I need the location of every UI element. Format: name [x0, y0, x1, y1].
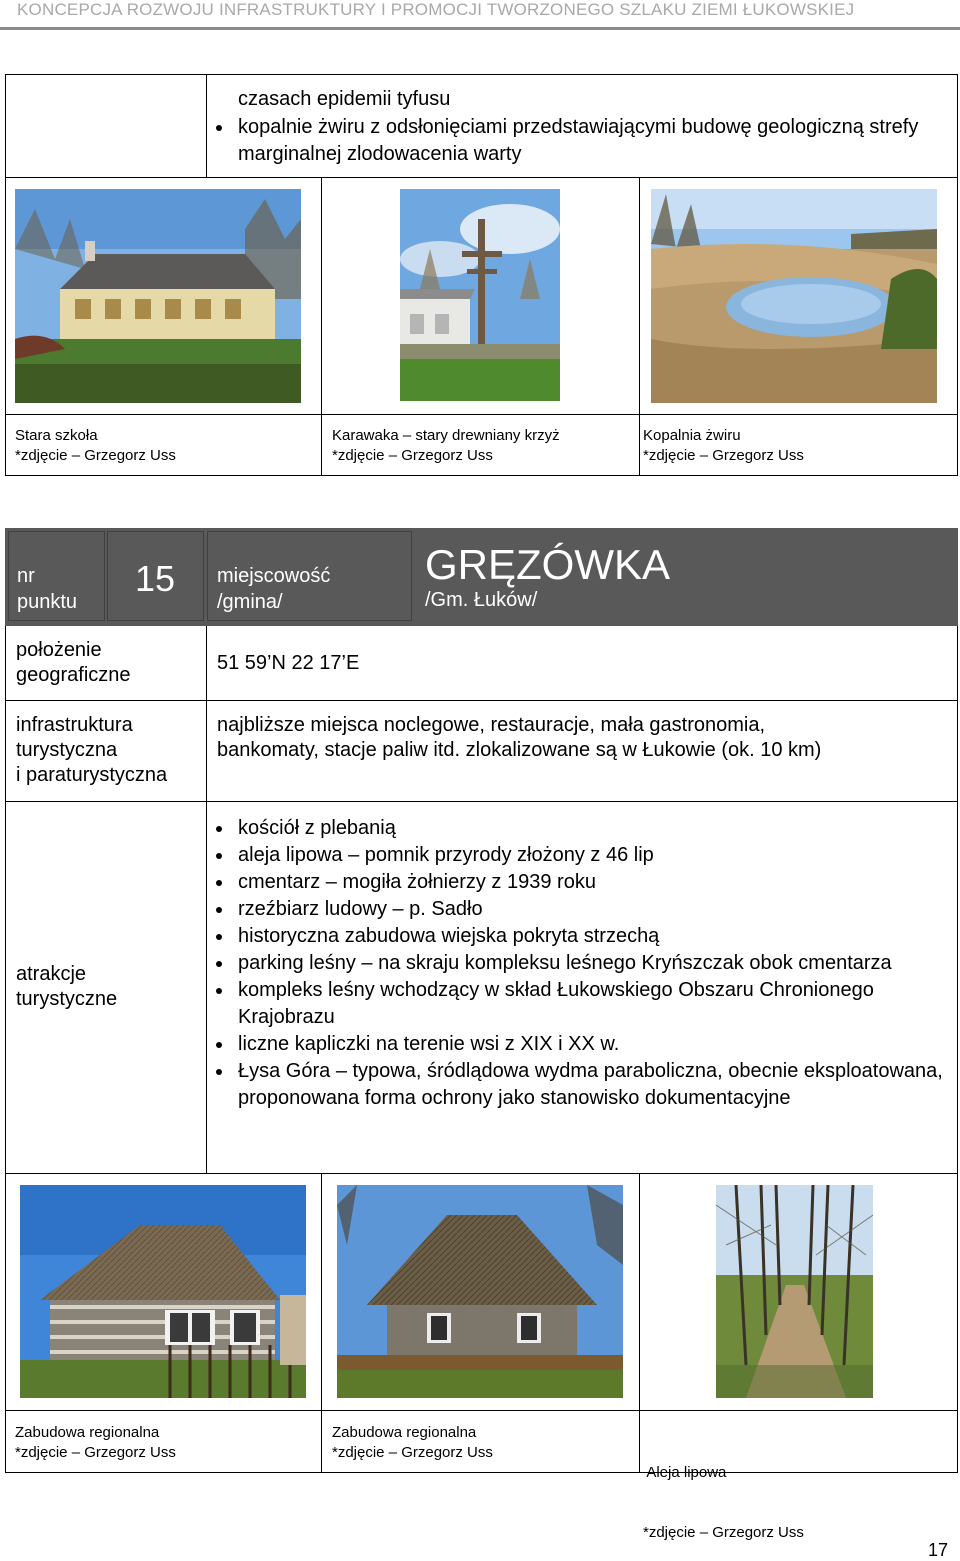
photo-linden-alley	[716, 1185, 873, 1398]
top-bullet-list	[207, 114, 952, 168]
attractions-label: atrakcje turystyczne	[16, 963, 118, 1010]
running-header	[0, 0, 960, 30]
photo-wooden-cross	[400, 189, 560, 401]
bullet-icon	[216, 826, 222, 832]
infra-label: infrastruktura turystyczna i paraturystyczna	[16, 714, 168, 786]
caption-gravel-pit: Kopalnia żwiru *zdjęcie – Grzegorz Uss	[643, 427, 804, 464]
photo-credit: *zdjęcie – Grzegorz Uss	[643, 447, 804, 464]
photo-credit: *zdjęcie – Grzegorz Uss	[332, 1444, 493, 1461]
list-item: kompleks leśny wchodzący w skład Łukowskiego Obszaru Chronionego Krajobrazu	[207, 977, 952, 1031]
list-item: kościół z plebanią	[207, 815, 952, 842]
gmina-name: /Gm. Łuków/	[425, 589, 538, 611]
list-item: rzeźbiarz ludowy – p. Sadło	[207, 896, 952, 923]
bullet-icon	[216, 988, 222, 994]
geo-label: położenie geograficzne	[16, 639, 131, 686]
bullet-icon	[216, 853, 222, 859]
photo-credit: *zdjęcie – Grzegorz Uss	[332, 447, 493, 464]
list-item: parking leśny – na skraju kompleksu leśnego Kryńszczak obok cmentarza	[207, 950, 952, 977]
bullet-icon	[216, 1069, 222, 1075]
bullet-icon	[216, 880, 222, 886]
place-name: GRĘZÓWKA	[425, 541, 671, 588]
bullet-icon	[216, 125, 222, 131]
geo-coordinates: 51 59’N 22 17’E	[217, 652, 360, 674]
caption-linden-alley: Aleja lipowa *zdjęcie – Grzegorz Uss	[643, 1464, 804, 1541]
place-name-cell	[415, 531, 958, 621]
document-title: KONCEPCJA ROZWOJU INFRASTRUKTURY I PROMOCJI TWORZONEGO SZLAKU ZIEMI ŁUKOWSKIEJ	[17, 0, 855, 19]
list-item: kopalnie żwiru z odsłonięciami przedstawiającymi budowę geologiczną strefy marginalnej zlodowacenia warty	[207, 114, 952, 168]
place-label-cell: miejscowość /gmina/	[207, 531, 412, 621]
caption-old-school: Stara szkoła *zdjęcie – Grzegorz Uss	[15, 427, 176, 464]
point-number-cell	[107, 531, 204, 621]
photo-regional-house-1	[20, 1185, 306, 1398]
nr-label-cell: nr punktu	[8, 531, 105, 621]
infra-description: najbliższe miejsca noclegowe, restauracje, mała gastronomia, bankomaty, stacje paliw itd. zlokalizowane są w Łukowie (ok. 10 km)	[217, 714, 822, 761]
caption-regional-house-1: Zabudowa regionalna *zdjęcie – Grzegorz Uss	[15, 1424, 176, 1461]
bullet-icon	[216, 934, 222, 940]
bullet-icon	[216, 907, 222, 913]
list-item: Łysa Góra – typowa, śródlądowa wydma paraboliczna, obecnie eksploatowana, proponowana forma ochrony jako stanowisko dokumentacyjne	[207, 1058, 952, 1112]
photo-credit: *zdjęcie – Grzegorz Uss	[643, 1524, 804, 1541]
point-number: 15	[135, 558, 176, 599]
attractions-list	[207, 815, 952, 1112]
bullet-icon	[216, 1042, 222, 1048]
photo-credit: *zdjęcie – Grzegorz Uss	[15, 447, 176, 464]
photo-regional-house-2	[337, 1185, 623, 1398]
photo-credit: *zdjęcie – Grzegorz Uss	[15, 1444, 176, 1461]
photo-gravel-pit	[651, 189, 937, 403]
photo-old-school	[15, 189, 301, 403]
list-item: historyczna zabudowa wiejska pokryta strzechą	[207, 923, 952, 950]
bullet-icon	[216, 961, 222, 967]
list-item: aleja lipowa – pomnik przyrody złożony z 46 lip	[207, 842, 952, 869]
caption-wooden-cross: Karawaka – stary drewniany krzyż *zdjęcie – Grzegorz Uss	[332, 427, 560, 464]
list-item: liczne kapliczki na terenie wsi z XIX i XX w.	[207, 1031, 952, 1058]
list-item: cmentarz – mogiła żołnierzy z 1939 roku	[207, 869, 952, 896]
caption-regional-house-2: Zabudowa regionalna *zdjęcie – Grzegorz Uss	[332, 1424, 493, 1461]
page-number: 17	[928, 1540, 949, 1560]
continued-text: czasach epidemii tyfusu	[238, 88, 451, 110]
